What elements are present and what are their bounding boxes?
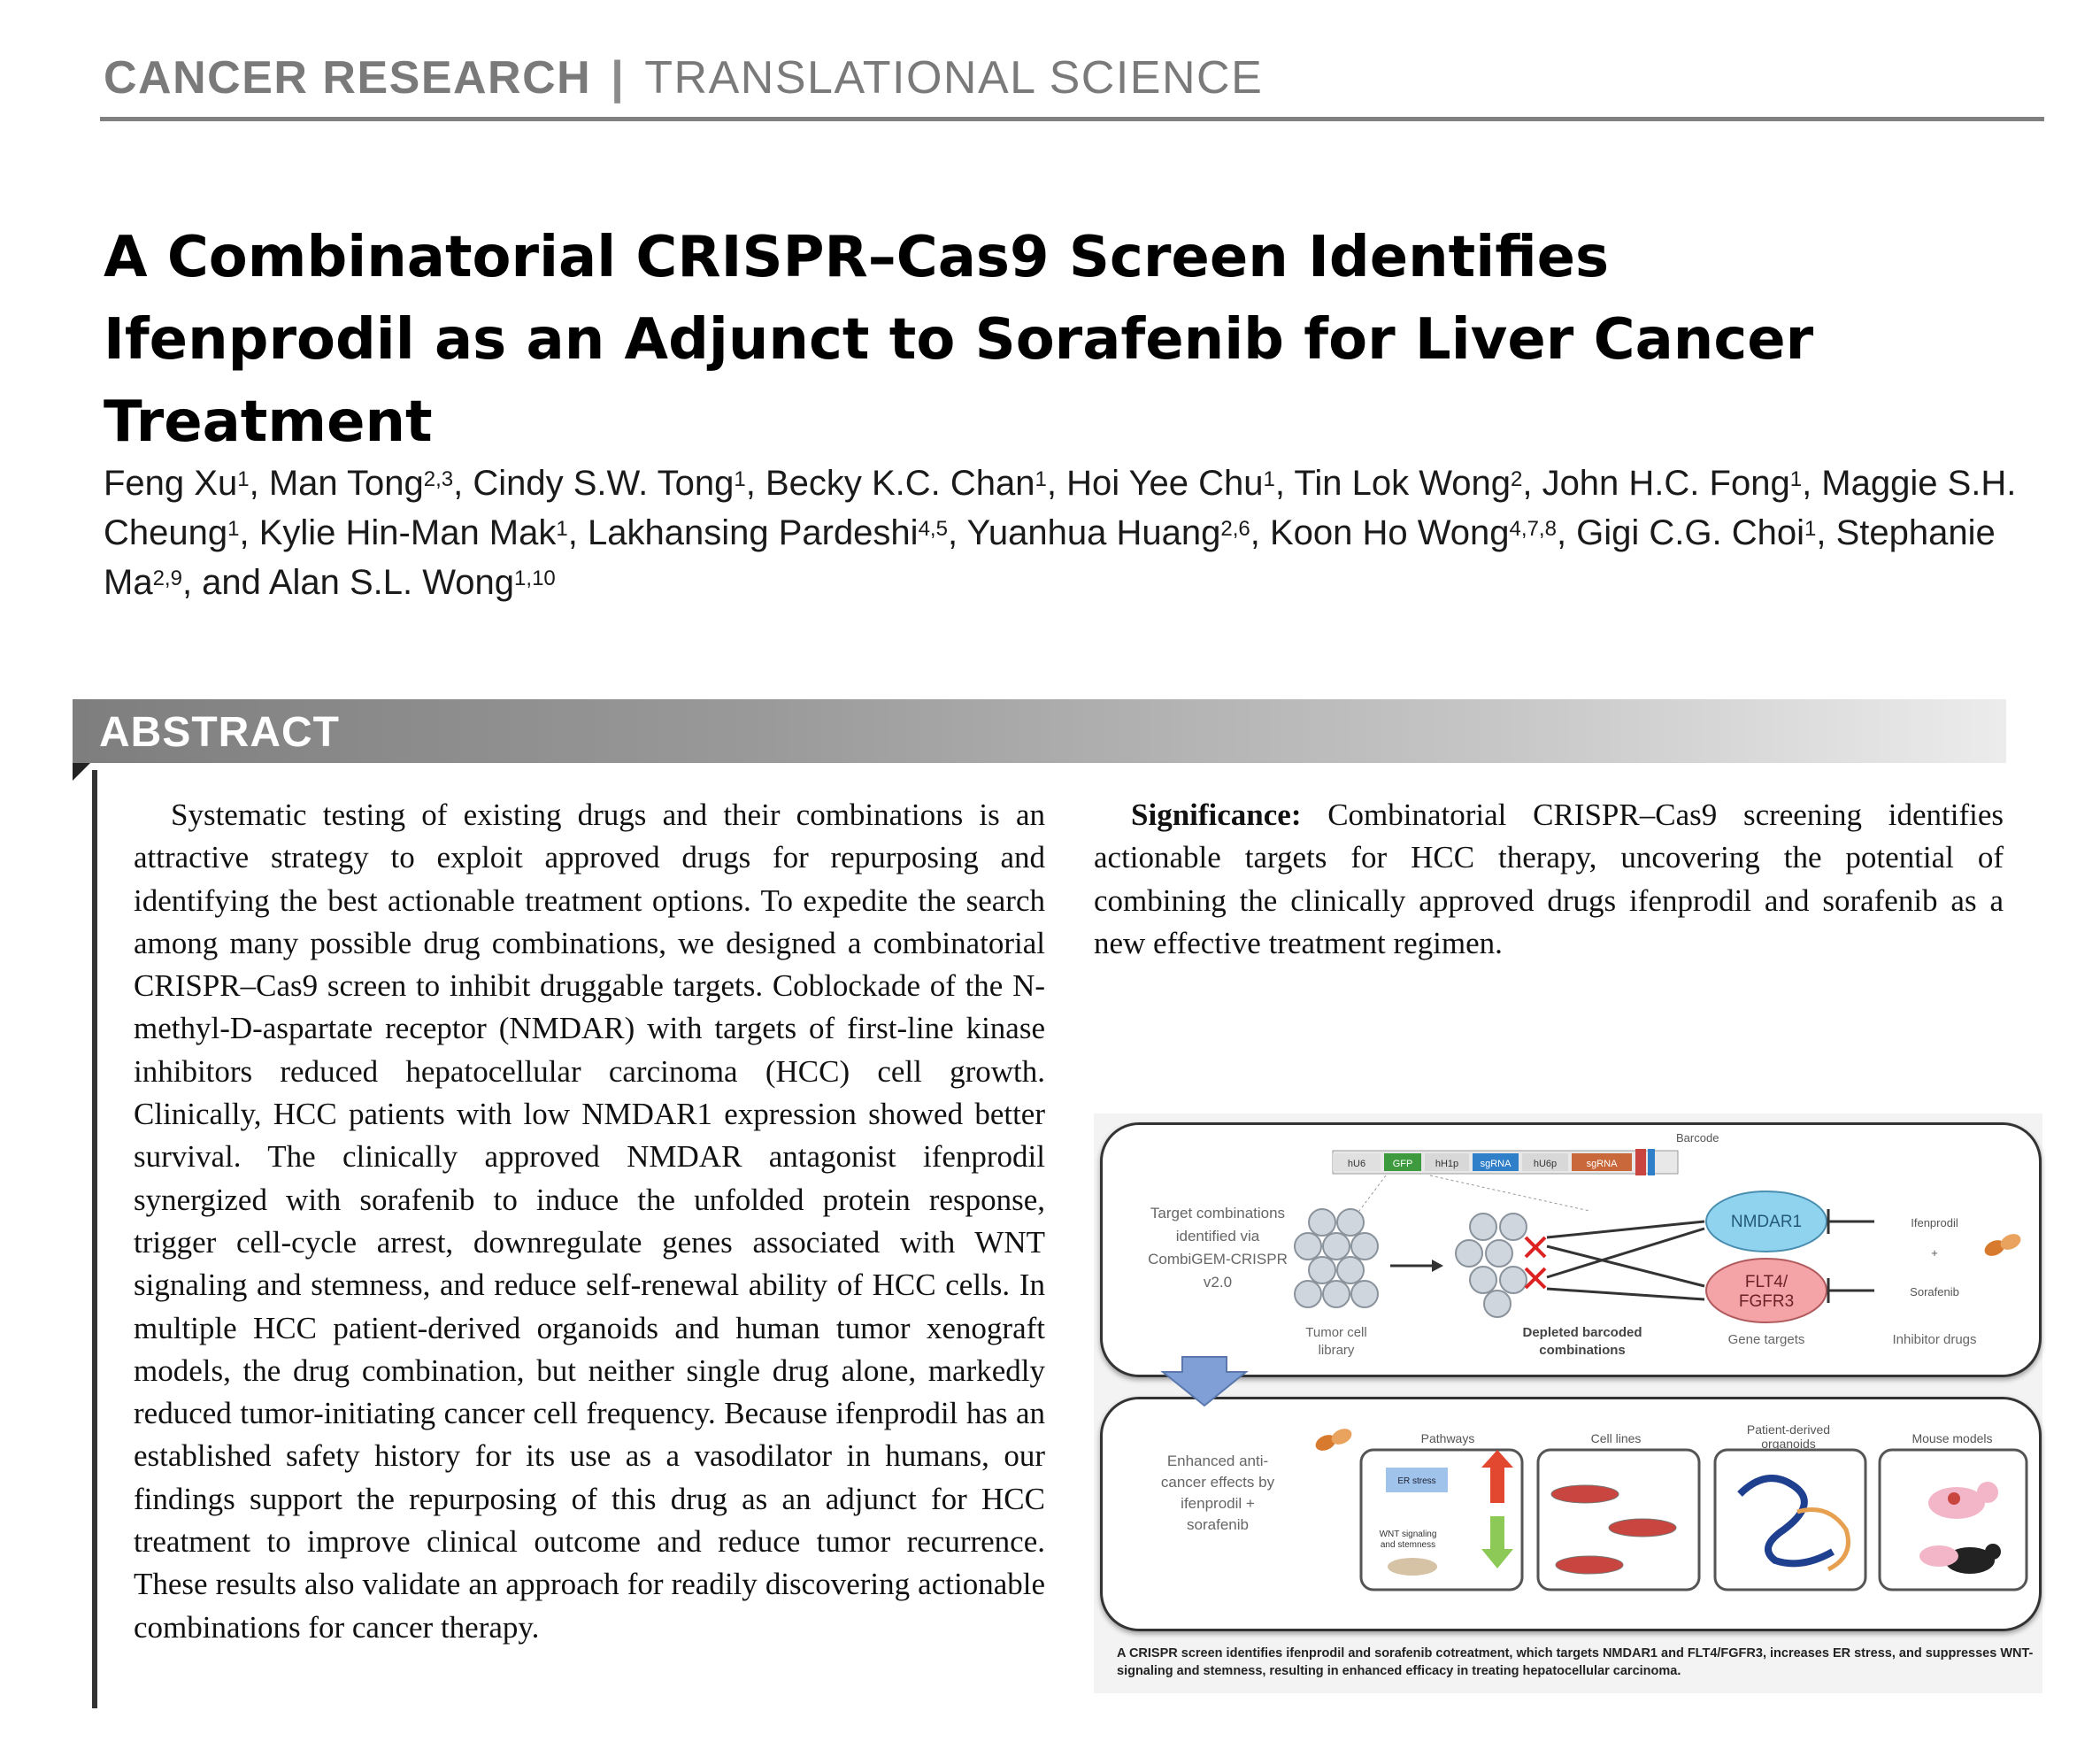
author-separator: , (1816, 513, 1836, 552)
target-text-line2: identified via (1175, 1228, 1260, 1245)
nmdar1-label: NMDAR1 (1730, 1213, 1803, 1231)
author-separator: , (249, 464, 269, 503)
enhanced-effects-text (1161, 1453, 1275, 1533)
abstract-text: Systematic testing of existing drugs and their combinations is an attractive strategy to exploit approved drugs for repurposing and identifying the best actionable treatment options. To expedite the search among many possible drug combinations, we designed a combinatorial CRISPR–Cas9 screen to inhibit druggable targets. Coblockade of the N-methyl-D-aspartate receptor (NMDAR) with targets of first-line kinase inhibitors reduced hepatocellular carcinoma (HCC) cell growth. Clinically, HCC patients with low NMDAR1 expression showed better survival. The clinically approved NMDAR antagonist ifenprodil synergized with sorafenib to induce the unfolded protein response, trigger cell-cycle arrest, downregulate genes associated with WNT signaling and stemness, and reduce self-renewal ability of HCC cells. In multiple HCC patient-derived organoids and human tumor xenograft models, the drug combination, but neither single drug alone, markedly reduced tumor-initiating cancer cell frequency. Because ifenprodil has an established safety history for its use as a vasodilator in humans, our findings support the repurposing of this drug as an adjunct for HCC treatment to improve clinical outcome and reduce tumor recurrence. These results also validate an approach for readily discovering actionable combinations for cancer therapy. (134, 798, 1045, 1645)
drug-capsule-icon (1982, 1231, 2024, 1260)
tumor-library-label1: Tumor cell (1305, 1325, 1367, 1340)
author-affiliation: 1 (227, 517, 240, 541)
construct-hu6p: hU6p (1533, 1159, 1558, 1169)
construct-sgrna-1: sgRNA (1480, 1159, 1512, 1169)
abstract-side-rule (92, 770, 97, 1708)
author-separator: , (1802, 464, 1822, 503)
cell-lines-label: Cell lines (1590, 1431, 1642, 1445)
author-affiliation: 2,6 (1220, 517, 1250, 541)
ifenprodil-label: Ifenprodil (1911, 1216, 1958, 1229)
author-separator: , (947, 513, 967, 552)
journal-header (104, 51, 1263, 104)
author-separator: , (1556, 513, 1577, 552)
depletion-marks (1526, 1237, 1545, 1288)
target-text-line4: v2.0 (1203, 1274, 1233, 1291)
abstract-banner (73, 699, 2006, 763)
author-name: John H.C. Fong (1542, 464, 1790, 503)
dna-icon (1388, 1558, 1437, 1576)
gene-targets-label: Gene targets (1727, 1332, 1805, 1347)
journal-name: CANCER RESEARCH (104, 52, 592, 104)
author-name: Hoi Yee Chu (1066, 464, 1264, 503)
author-separator: , and (181, 563, 269, 602)
author-separator: , (567, 513, 588, 552)
abstract-heading: ABSTRACT (99, 709, 340, 756)
journal-section: TRANSLATIONAL SCIENCE (644, 52, 1264, 104)
construct-hu6: hU6 (1347, 1159, 1366, 1169)
er-stress-label: ER stress (1397, 1476, 1436, 1486)
author-affiliation: 1 (1263, 467, 1275, 491)
tumor-cell-library (1295, 1209, 1378, 1307)
header-separator: | (611, 52, 626, 104)
author-separator: , (1046, 464, 1067, 503)
enhanced-line3: ifenprodil + (1181, 1495, 1255, 1512)
author-affiliation: 1,10 (514, 566, 556, 590)
header-rule (100, 117, 2044, 121)
depleted-combinations (1456, 1214, 1527, 1317)
author-separator: , (239, 513, 259, 552)
enhanced-line1: Enhanced anti- (1166, 1453, 1269, 1469)
author-affiliation: 4,5 (918, 517, 948, 541)
article-title: A Combinatorial CRISPR–Cas9 Screen Identifies Ifenprodil as an Adjunct to Sorafenib for Liver Cancer Treatment (104, 225, 1814, 455)
author-name: Yuanhua Huang (966, 513, 1221, 552)
author-name: Cindy S.W. Tong (473, 464, 735, 503)
inhibitor-drugs-label: Inhibitor drugs (1892, 1332, 1977, 1347)
depleted-label2: combinations (1539, 1343, 1626, 1358)
author-affiliation: 1 (1804, 517, 1817, 541)
target-text-line3: CombiGEM-CRISPR (1148, 1251, 1288, 1268)
significance-label: Significance: (1131, 798, 1302, 832)
author-name: Koon Ho Wong (1270, 513, 1510, 552)
author-affiliation: 2,3 (423, 467, 454, 491)
mouse-models-label: Mouse models (1912, 1431, 1993, 1445)
plus-label: + (1931, 1246, 1938, 1260)
organoids-label2: organoids (1761, 1437, 1816, 1451)
author-separator: , (453, 464, 473, 503)
wnt-label1: WNT signaling (1379, 1530, 1437, 1539)
author-affiliation: 1 (237, 467, 250, 491)
pathways-label: Pathways (1420, 1431, 1475, 1445)
sorafenib-label: Sorafenib (1910, 1285, 1959, 1298)
author-name: Gigi C.G. Choi (1576, 513, 1805, 552)
banner-corner (73, 763, 90, 781)
target-combinations-text (1148, 1205, 1288, 1291)
tumor-library-label2: library (1318, 1343, 1355, 1358)
author-name: Kylie Hin-Man Mak (258, 513, 557, 552)
graphic-caption: A CRISPR screen identifies ifenprodil and sorafenib cotreatment, which targets NMDAR1 and FLT4/FGFR3, increases ER stress, and suppresses WNT-signaling and stemness, resulting in enhanced efficacy in treating hepatocellular carcinoma. (1117, 1646, 2034, 1678)
graphic-illustration (1094, 1114, 2042, 1645)
author-list (104, 459, 2050, 607)
author-name: Lakhansing Pardeshi (587, 513, 919, 552)
fgfr3-label: FGFR3 (1738, 1292, 1795, 1311)
author-name: Maggie S.H. Cheung (104, 464, 2017, 552)
flow-down-arrow (1163, 1357, 1246, 1406)
enhanced-line4: sorafenib (1187, 1516, 1249, 1533)
enhanced-line2: cancer effects by (1160, 1474, 1275, 1491)
author-name: Alan S.L. Wong (268, 563, 515, 602)
author-affiliation: 2 (1510, 467, 1523, 491)
author-name: Stephanie Ma (104, 513, 1996, 602)
author-name: Feng Xu (104, 464, 238, 503)
construct-hh1p: hH1p (1435, 1159, 1459, 1169)
author-affiliation: 1 (1035, 467, 1047, 491)
construct-gfp: GFP (1392, 1159, 1413, 1169)
author-affiliation: 4,7,8 (1509, 517, 1557, 541)
author-separator: , (1522, 464, 1542, 503)
depleted-label1: Depleted barcoded (1522, 1325, 1642, 1340)
author-affiliation: 2,9 (152, 566, 182, 590)
author-affiliation: 1 (734, 467, 746, 491)
author-separator: , (1274, 464, 1295, 503)
organoids-label1: Patient-derived (1746, 1422, 1831, 1437)
target-text-line1: Target combinations (1150, 1205, 1286, 1221)
barcode-label: Barcode (1676, 1131, 1719, 1144)
significance-text: Combinatorial CRISPR–Cas9 screening identifies actionable targets for HCC therapy, uncovering the potential of combining the clinically approved drugs ifenprodil and sorafenib as a new effective treatment regimen. (1094, 798, 2004, 960)
sgrna-construct (1333, 1131, 1719, 1211)
significance-paragraph (1094, 794, 2004, 965)
author-separator: , (745, 464, 765, 503)
author-affiliation: 1 (1789, 467, 1803, 491)
author-name: Man Tong (268, 464, 424, 503)
construct-sgrna-2: sgRNA (1586, 1159, 1618, 1169)
author-separator: , (1250, 513, 1270, 552)
drug-capsule-icon-bottom (1313, 1426, 1355, 1454)
author-name: Becky K.C. Chan (765, 464, 1035, 503)
author-name: Tin Lok Wong (1294, 464, 1511, 503)
wnt-label2: and stemness (1380, 1540, 1436, 1550)
author-affiliation: 1 (556, 517, 568, 541)
flt4-label: FLT4/ (1744, 1273, 1788, 1291)
